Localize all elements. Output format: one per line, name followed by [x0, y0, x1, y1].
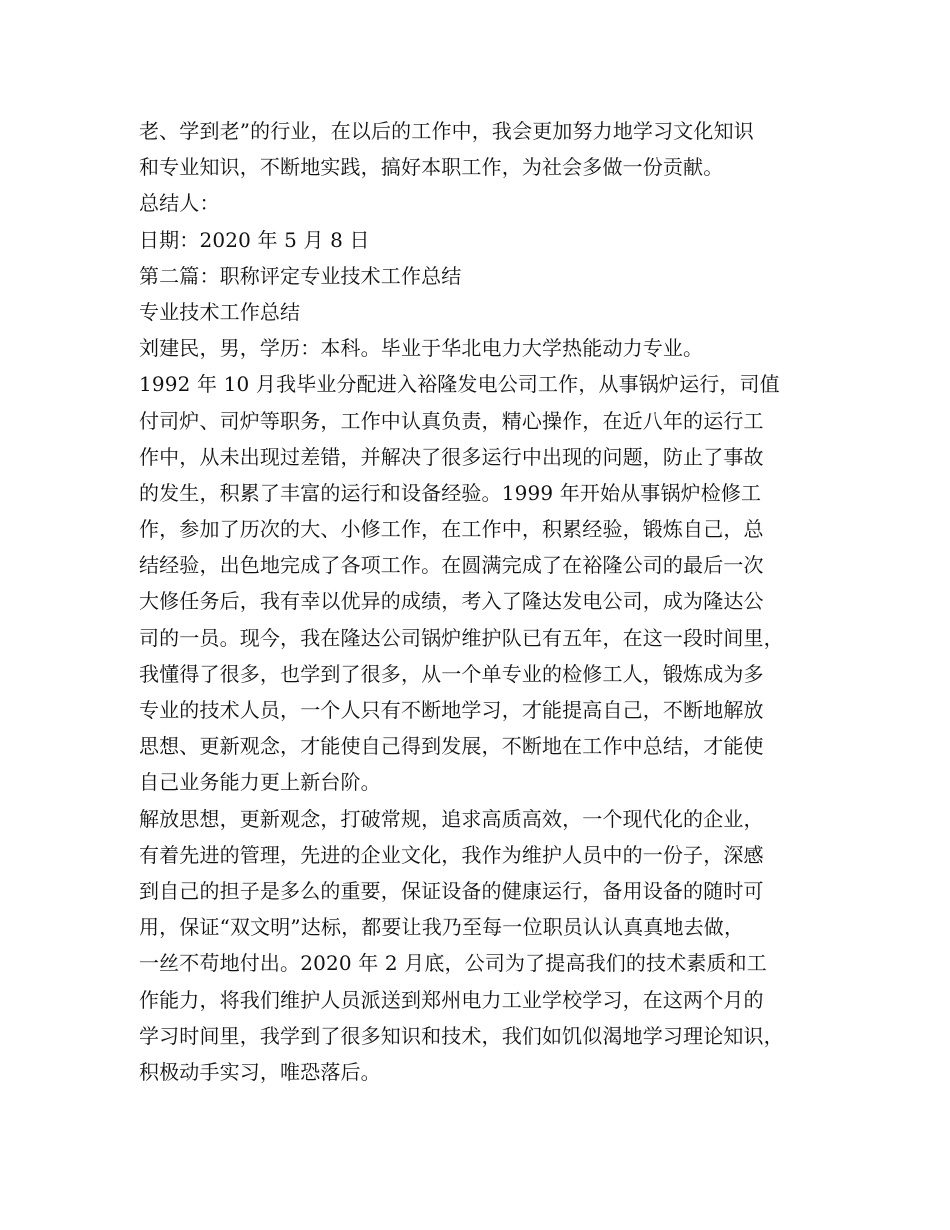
text-line: 老、学到老”的行业，在以后的工作中，我会更加努力地学习文化知识 [139, 119, 754, 143]
text-line: 自己业务能力更上新台阶。 [139, 770, 381, 795]
text-line: 大修任务后，我有幸以优异的成绩，考入了隆达发电公司，成为隆达公 [139, 589, 764, 614]
text-line: 的发生，积累了丰富的运行和设备经验。1999 年开始从事锅炉检修工 [139, 480, 762, 505]
author-info-line: 刘建民，男，学历：本科。毕业于华北电力大学热能动力专业。 [139, 336, 704, 361]
text-line: 和专业知识，不断地实践，搞好本职工作，为社会多做一份贡献。 [139, 155, 724, 180]
text-line: 司的一员。现今，我在隆达公司锅炉维护队已有五年，在这一段时间里， [139, 625, 784, 650]
text-line: 学习时间里，我学到了很多知识和技术，我们如饥似渴地学习理论知识， [139, 1023, 784, 1048]
summarizer-label: 总结人： [139, 191, 220, 216]
text-line: 一丝不苟地付出。2020 年 2 月底，公司为了提高我们的技术素质和工 [139, 951, 767, 976]
text-line: 思想、更新观念，才能使自己得到发展，不断地在工作中总结，才能使 [139, 734, 764, 759]
text-line: 我懂得了很多，也学到了很多，从一个单专业的检修工人，锻炼成为多 [139, 661, 764, 686]
document-body [139, 113, 839, 1090]
text-line: 作能力，将我们维护人员派送到郑州电力工业学校学习，在这两个月的 [139, 987, 764, 1012]
section-title: 第二篇：职称评定专业技术工作总结 [139, 263, 462, 288]
text-line: 1992 年 10 月我毕业分配进入裕隆发电公司工作，从事锅炉运行，司值 [139, 372, 780, 397]
text-line: 结经验，出色地完成了各项工作。在圆满完成了在裕隆公司的最后一次 [139, 553, 764, 578]
date-line: 日期：2020 年 5 月 8 日 [139, 227, 370, 252]
text-line: 积极动手实习，唯恐落后。 [139, 1059, 381, 1084]
text-line: 到自己的担子是多么的重要，保证设备的健康运行，备用设备的随时可 [139, 878, 764, 903]
text-line: 作，参加了历次的大、小修工作，在工作中，积累经验，锻炼自己，总 [139, 517, 764, 542]
text-line: 付司炉、司炉等职务，工作中认真负责，精心操作，在近八年的运行工 [139, 408, 764, 433]
text-line: 专业的技术人员，一个人只有不断地学习，才能提高自己，不断地解放 [139, 698, 764, 722]
text-line: 解放思想，更新观念，打破常规，追求高质高效，一个现代化的企业， [139, 806, 764, 831]
text-line: 用，保证“双文明”达标，都要让我乃至每一位职员认认真真地去做， [139, 915, 745, 940]
document-title: 专业技术工作总结 [139, 299, 301, 324]
text-line: 有着先进的管理，先进的企业文化，我作为维护人员中的一份子，深感 [139, 842, 764, 867]
text-line: 作中，从未出现过差错，并解决了很多运行中出现的问题，防止了事故 [139, 444, 764, 469]
